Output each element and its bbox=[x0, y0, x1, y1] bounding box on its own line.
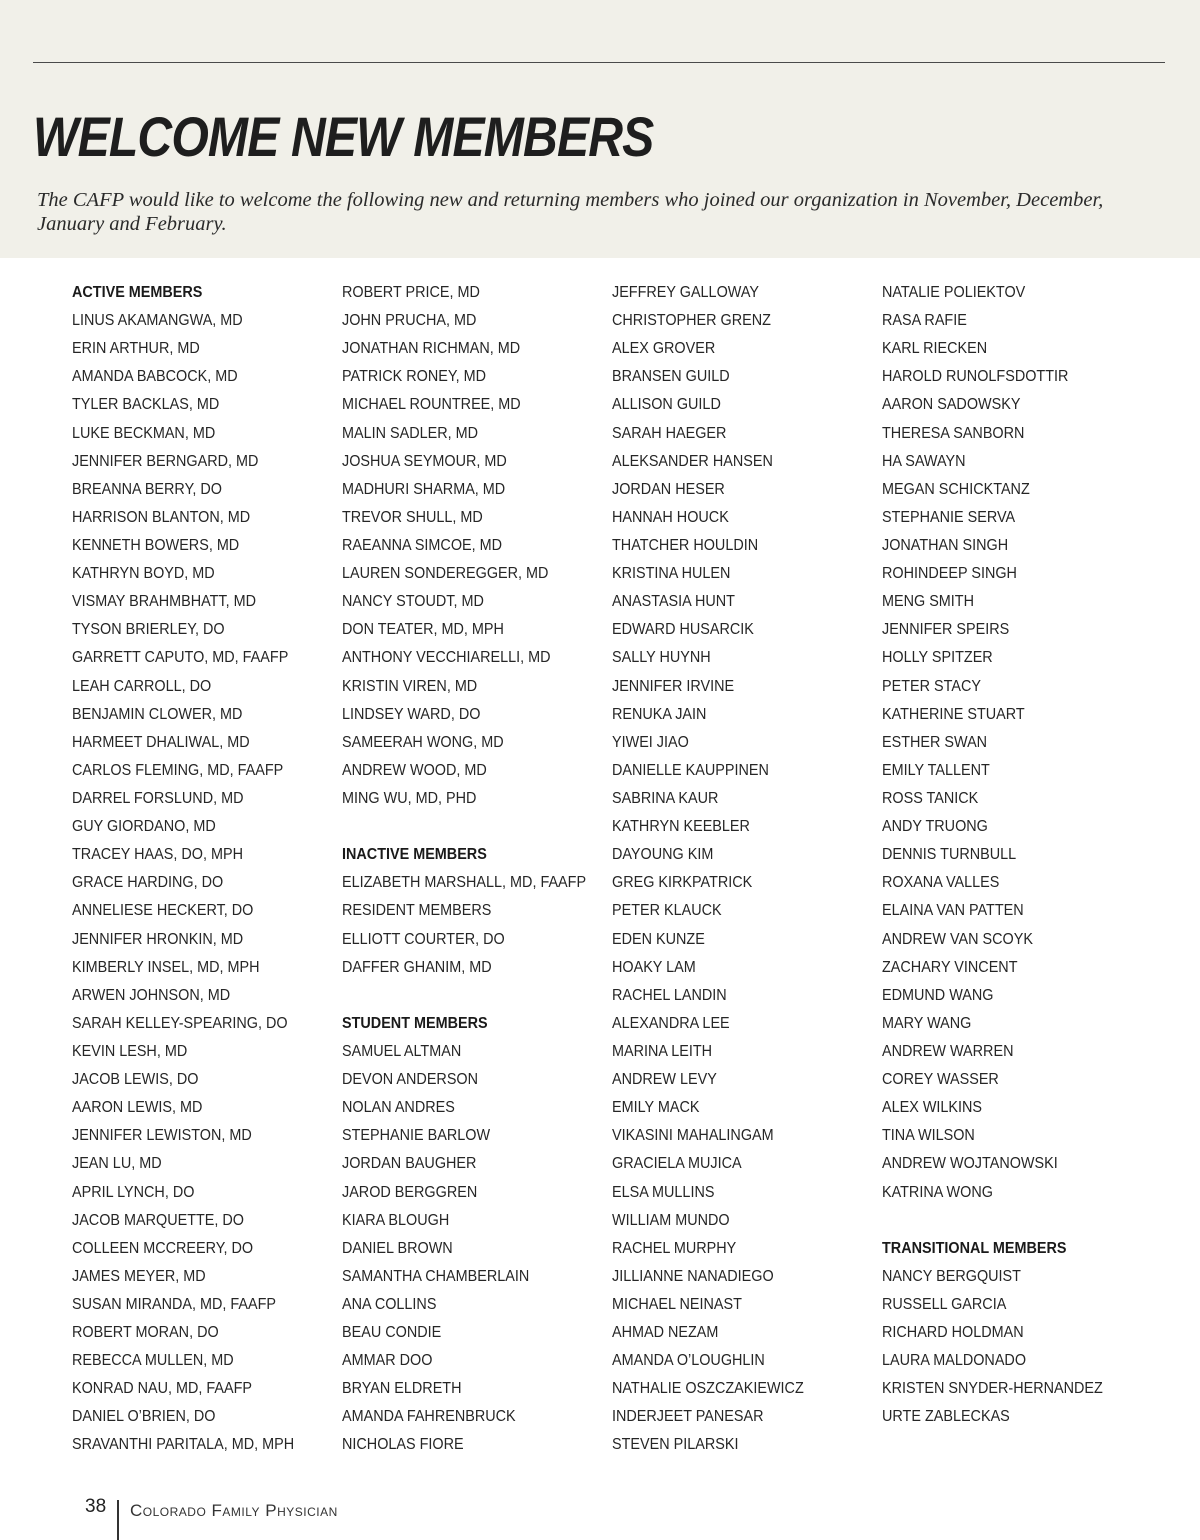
member-name: RENUKA JAIN bbox=[612, 705, 707, 723]
member-name: KONRAD NAU, MD, FAAFP bbox=[72, 1380, 253, 1398]
member-name: ERIN ARTHUR, MD bbox=[72, 340, 200, 358]
member-name: MARY WANG bbox=[882, 1014, 972, 1032]
member-name: DANIELLE KAUPPINEN bbox=[612, 761, 769, 779]
member-name: GREG KIRKPATRICK bbox=[612, 874, 753, 892]
member-name: DENNIS TURNBULL bbox=[882, 846, 1017, 864]
member-name: KRISTINA HULEN bbox=[612, 565, 731, 583]
member-name: LEAH CARROLL, DO bbox=[72, 677, 212, 695]
member-name: EDWARD HUSARCIK bbox=[612, 621, 754, 639]
member-name: LUKE BECKMAN, MD bbox=[72, 424, 216, 442]
member-column-2 bbox=[342, 283, 604, 1464]
member-name: JACOB MARQUETTE, DO bbox=[72, 1211, 245, 1229]
member-name: JENNIFER SPEIRS bbox=[882, 621, 1010, 639]
member-name: JENNIFER LEWISTON, MD bbox=[72, 1127, 252, 1145]
member-name: REBECCA MULLEN, MD bbox=[72, 1352, 234, 1370]
member-name: JACOB LEWIS, DO bbox=[72, 1071, 199, 1089]
section-heading: ACTIVE MEMBERS bbox=[72, 284, 203, 301]
member-name: SAMUEL ALTMAN bbox=[342, 1042, 462, 1060]
member-name: KEVIN LESH, MD bbox=[72, 1042, 188, 1060]
member-name: JENNIFER IRVINE bbox=[612, 677, 735, 695]
member-name: KATRINA WONG bbox=[882, 1183, 993, 1201]
member-name: THERESA SANBORN bbox=[882, 424, 1025, 442]
member-column-1 bbox=[72, 283, 334, 1464]
member-name: DANIEL BROWN bbox=[342, 1239, 453, 1257]
section-spacer bbox=[342, 986, 578, 1014]
publication-name: Colorado Family Physician bbox=[130, 1501, 338, 1520]
member-name: ALEX GROVER bbox=[612, 340, 716, 358]
member-name: SALLY HUYNH bbox=[612, 649, 711, 667]
member-name: ALLISON GUILD bbox=[612, 396, 721, 414]
member-name: MALIN SADLER, MD bbox=[342, 424, 479, 442]
member-name: DANIEL O’BRIEN, DO bbox=[72, 1408, 216, 1426]
member-name: LINDSEY WARD, DO bbox=[342, 705, 481, 723]
section-heading: TRANSITIONAL MEMBERS bbox=[882, 1239, 1067, 1257]
member-name: TRACEY HAAS, DO, MPH bbox=[72, 846, 243, 864]
member-name: SABRINA KAUR bbox=[612, 789, 719, 807]
member-name: STEPHANIE SERVA bbox=[882, 508, 1016, 526]
member-name: BENJAMIN CLOWER, MD bbox=[72, 705, 243, 723]
page-number: 38 bbox=[85, 1496, 107, 1517]
member-name: KENNETH BOWERS, MD bbox=[72, 536, 240, 554]
member-name: LAUREN SONDEREGGER, MD bbox=[342, 565, 549, 583]
member-name: ZACHARY VINCENT bbox=[882, 958, 1018, 976]
member-name: AARON LEWIS, MD bbox=[72, 1099, 203, 1117]
section-spacer bbox=[342, 817, 578, 845]
member-name: RACHEL LANDIN bbox=[612, 986, 727, 1004]
member-name: ELAINA VAN PATTEN bbox=[882, 902, 1024, 920]
member-name: DAFFER GHANIM, MD bbox=[342, 958, 492, 976]
section-spacer bbox=[882, 1211, 1118, 1239]
member-name: JONATHAN SINGH bbox=[882, 536, 1009, 554]
member-name: SARAH KELLEY-SPEARING, DO bbox=[72, 1014, 288, 1032]
member-name: RASA RAFIE bbox=[882, 312, 967, 330]
member-name: HANNAH HOUCK bbox=[612, 508, 729, 526]
member-name: BEAU CONDIE bbox=[342, 1324, 442, 1342]
member-name: JORDAN HESER bbox=[612, 480, 725, 498]
member-name: NOLAN ANDRES bbox=[342, 1099, 455, 1117]
member-name: MEGAN SCHICKTANZ bbox=[882, 480, 1030, 498]
member-name: GUY GIORDANO, MD bbox=[72, 818, 216, 836]
member-name: ROHINDEEP SINGH bbox=[882, 565, 1017, 583]
intro-text: The CAFP would like to welcome the following new and returning members who joined our organization in November, December, January and February. bbox=[37, 189, 1104, 235]
member-name: AHMAD NEZAM bbox=[612, 1324, 719, 1342]
member-name: ANTHONY VECCHIARELLI, MD bbox=[342, 649, 551, 667]
member-name: JAROD BERGGREN bbox=[342, 1183, 478, 1201]
member-name: MADHURI SHARMA, MD bbox=[342, 480, 506, 498]
member-name: STEVEN PILARSKI bbox=[612, 1436, 739, 1454]
member-name: RICHARD HOLDMAN bbox=[882, 1324, 1024, 1342]
member-name: NANCY BERGQUIST bbox=[882, 1267, 1021, 1285]
member-name: ALEXANDRA LEE bbox=[612, 1014, 730, 1032]
member-name: AMANDA FAHRENBRUCK bbox=[342, 1408, 516, 1426]
member-name: RAEANNA SIMCOE, MD bbox=[342, 536, 503, 554]
member-name: EDEN KUNZE bbox=[612, 930, 705, 948]
member-name: KRISTEN SNYDER-HERNANDEZ bbox=[882, 1380, 1103, 1398]
member-name: JENNIFER HRONKIN, MD bbox=[72, 930, 244, 948]
member-name: TYLER BACKLAS, MD bbox=[72, 396, 220, 414]
header-divider bbox=[33, 62, 1165, 63]
member-name: ALEKSANDER HANSEN bbox=[612, 452, 773, 470]
section-heading: INACTIVE MEMBERS bbox=[342, 846, 487, 864]
member-name: JILLIANNE NANADIEGO bbox=[612, 1267, 774, 1285]
member-name: LAURA MALDONADO bbox=[882, 1352, 1027, 1370]
member-name: VIKASINI MAHALINGAM bbox=[612, 1127, 774, 1145]
member-name: ELIZABETH MARSHALL, MD, FAAFP bbox=[342, 874, 587, 892]
member-name: ANDREW WOJTANOWSKI bbox=[882, 1155, 1058, 1173]
member-name: ELSA MULLINS bbox=[612, 1183, 715, 1201]
member-name: NANCY STOUDT, MD bbox=[342, 593, 484, 611]
member-name: BRYAN ELDRETH bbox=[342, 1380, 462, 1398]
member-name: GRACIELA MUJICA bbox=[612, 1155, 742, 1173]
member-name: ANDREW WOOD, MD bbox=[342, 761, 487, 779]
member-name: HARRISON BLANTON, MD bbox=[72, 508, 251, 526]
section-heading: STUDENT MEMBERS bbox=[342, 1014, 488, 1032]
member-name: KRISTIN VIREN, MD bbox=[342, 677, 478, 695]
member-name: JAMES MEYER, MD bbox=[72, 1267, 206, 1285]
member-name: NICHOLAS FIORE bbox=[342, 1436, 464, 1454]
member-name: PETER STACY bbox=[882, 677, 981, 695]
member-name: HAROLD RUNOLFSDOTTIR bbox=[882, 368, 1069, 386]
member-name: ANNELIESE HECKERT, DO bbox=[72, 902, 254, 920]
member-name: COREY WASSER bbox=[882, 1071, 999, 1089]
member-name: ROBERT MORAN, DO bbox=[72, 1324, 219, 1342]
member-name: ANDREW LEVY bbox=[612, 1071, 717, 1089]
member-name: VISMAY BRAHMBHATT, MD bbox=[72, 593, 257, 611]
member-name: ANDY TRUONG bbox=[882, 818, 988, 836]
member-name: SAMANTHA CHAMBERLAIN bbox=[342, 1267, 530, 1285]
member-name: JENNIFER BERNGARD, MD bbox=[72, 452, 259, 470]
member-name: ROSS TANICK bbox=[882, 789, 979, 807]
member-name: BREANNA BERRY, DO bbox=[72, 480, 222, 498]
member-name: HOLLY SPITZER bbox=[882, 649, 993, 667]
member-name: JEAN LU, MD bbox=[72, 1155, 162, 1173]
member-name: ESTHER SWAN bbox=[882, 733, 988, 751]
member-name: PETER KLAUCK bbox=[612, 902, 722, 920]
member-name: ANDREW WARREN bbox=[882, 1042, 1014, 1060]
member-name: INDERJEET PANESAR bbox=[612, 1408, 764, 1426]
member-name: JOSHUA SEYMOUR, MD bbox=[342, 452, 507, 470]
member-name: DON TEATER, MD, MPH bbox=[342, 621, 504, 639]
member-name: MICHAEL ROUNTREE, MD bbox=[342, 396, 521, 414]
member-name: DARREL FORSLUND, MD bbox=[72, 789, 244, 807]
member-column-4 bbox=[882, 283, 1144, 1435]
member-name: ARWEN JOHNSON, MD bbox=[72, 986, 231, 1004]
member-name: RACHEL MURPHY bbox=[612, 1239, 737, 1257]
member-name: DEVON ANDERSON bbox=[342, 1071, 479, 1089]
member-name: LINUS AKAMANGWA, MD bbox=[72, 312, 243, 330]
member-name: KATHRYN KEEBLER bbox=[612, 818, 750, 836]
member-name: ANA COLLINS bbox=[342, 1295, 437, 1313]
member-name: NATALIE POLIEKTOV bbox=[882, 284, 1026, 301]
member-name: CARLOS FLEMING, MD, FAAFP bbox=[72, 761, 284, 779]
member-name: ELLIOTT COURTER, DO bbox=[342, 930, 505, 948]
member-name: SAMEERAH WONG, MD bbox=[342, 733, 504, 751]
member-name: KATHRYN BOYD, MD bbox=[72, 565, 215, 583]
member-name: HOAKY LAM bbox=[612, 958, 696, 976]
member-name: DAYOUNG KIM bbox=[612, 846, 714, 864]
member-name: YIWEI JIAO bbox=[612, 733, 689, 751]
member-name: RESIDENT MEMBERS bbox=[342, 902, 492, 920]
member-name: TYSON BRIERLEY, DO bbox=[72, 621, 225, 639]
member-name: KIARA BLOUGH bbox=[342, 1211, 450, 1229]
member-name: NATHALIE OSZCZAKIEWICZ bbox=[612, 1380, 804, 1398]
page-title: WELCOME NEW MEMBERS bbox=[33, 105, 654, 168]
member-name: AMANDA O’LOUGHLIN bbox=[612, 1352, 765, 1370]
member-name: SRAVANTHI PARITALA, MD, MPH bbox=[72, 1436, 295, 1454]
member-name: JONATHAN RICHMAN, MD bbox=[342, 340, 521, 358]
member-name: ANASTASIA HUNT bbox=[612, 593, 735, 611]
member-name: EMILY MACK bbox=[612, 1099, 700, 1117]
member-name: MICHAEL NEINAST bbox=[612, 1295, 742, 1313]
member-name: KIMBERLY INSEL, MD, MPH bbox=[72, 958, 260, 976]
member-name: MING WU, MD, PHD bbox=[342, 789, 477, 807]
member-name: ANDREW VAN SCOYK bbox=[882, 930, 1033, 948]
member-name: HA SAWAYN bbox=[882, 452, 966, 470]
member-name: SARAH HAEGER bbox=[612, 424, 727, 442]
member-name: TINA WILSON bbox=[882, 1127, 975, 1145]
member-name: RUSSELL GARCIA bbox=[882, 1295, 1007, 1313]
member-name: KARL RIECKEN bbox=[882, 340, 988, 358]
member-name: URTE ZABLECKAS bbox=[882, 1408, 1010, 1426]
member-name: MARINA LEITH bbox=[612, 1042, 713, 1060]
member-name: HARMEET DHALIWAL, MD bbox=[72, 733, 250, 751]
member-name: ROXANA VALLES bbox=[882, 874, 1000, 892]
member-name: TREVOR SHULL, MD bbox=[342, 508, 483, 526]
member-name: ALEX WILKINS bbox=[882, 1099, 983, 1117]
member-name: PATRICK RONEY, MD bbox=[342, 368, 487, 386]
member-name: AMMAR DOO bbox=[342, 1352, 433, 1370]
member-name: GRACE HARDING, DO bbox=[72, 874, 224, 892]
member-name: JORDAN BAUGHER bbox=[342, 1155, 477, 1173]
member-name: AARON SADOWSKY bbox=[882, 396, 1021, 414]
member-name: KATHERINE STUART bbox=[882, 705, 1025, 723]
member-name: MENG SMITH bbox=[882, 593, 974, 611]
member-name: SUSAN MIRANDA, MD, FAAFP bbox=[72, 1295, 277, 1313]
member-name: JOHN PRUCHA, MD bbox=[342, 312, 477, 330]
member-name: COLLEEN MCCREERY, DO bbox=[72, 1239, 254, 1257]
member-name: EDMUND WANG bbox=[882, 986, 994, 1004]
member-name: WILLIAM MUNDO bbox=[612, 1211, 730, 1229]
member-name: EMILY TALLENT bbox=[882, 761, 990, 779]
member-name: BRANSEN GUILD bbox=[612, 368, 730, 386]
member-name: THATCHER HOULDIN bbox=[612, 536, 759, 554]
member-name: APRIL LYNCH, DO bbox=[72, 1183, 195, 1201]
member-name: JEFFREY GALLOWAY bbox=[612, 284, 759, 301]
member-name: AMANDA BABCOCK, MD bbox=[72, 368, 238, 386]
member-name: STEPHANIE BARLOW bbox=[342, 1127, 491, 1145]
member-name: GARRETT CAPUTO, MD, FAAFP bbox=[72, 649, 289, 667]
member-name: ROBERT PRICE, MD bbox=[342, 284, 480, 301]
member-column-3 bbox=[612, 283, 874, 1464]
footer-divider bbox=[117, 1500, 119, 1540]
member-name: CHRISTOPHER GRENZ bbox=[612, 312, 771, 330]
